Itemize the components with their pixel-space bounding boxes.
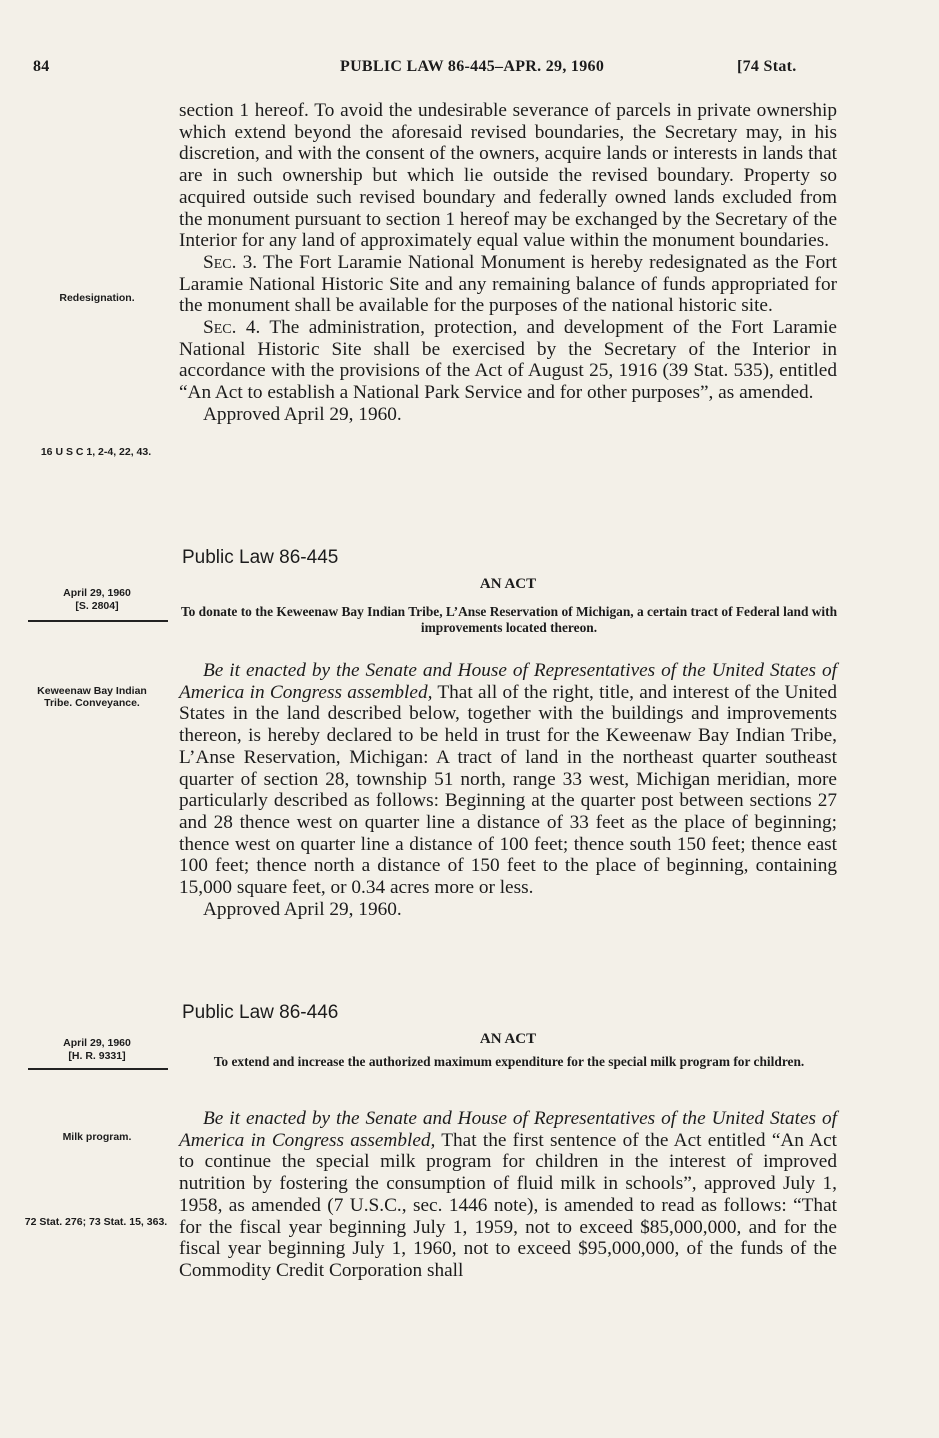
- pl445-body-block: [179, 660, 837, 920]
- pl445-act-label: AN ACT: [479, 576, 537, 592]
- margin-note-pl445-date: April 29, 1960: [63, 587, 131, 599]
- approved-line-1: Approved April 29, 1960.: [203, 403, 402, 425]
- sec3-label: Sec. 3.: [203, 251, 258, 273]
- pl446-act-label: AN ACT: [479, 1031, 537, 1047]
- pl445-approved: Approved April 29, 1960.: [203, 898, 402, 920]
- sec3-text: The Fort Laramie National Monument is hereby redesignated as the Fort Laramie National Historic Site and any remaining balance of funds appropriated for the monument shall be available for the purposes of the national historic site.: [179, 251, 837, 317]
- margin-note-pl445-bill: [S. 2804]: [75, 600, 119, 612]
- pl446-description: To extend and increase the authorized maximum expenditure for the special milk program for children.: [213, 1054, 805, 1069]
- page-number: 84: [33, 58, 50, 75]
- pl446-body-block: [179, 1108, 837, 1282]
- pl446-body: [179, 1108, 837, 1282]
- section-continuation: section 1 hereof. To avoid the undesirable severance of parcels in private ownership which extend beyond the aforesaid revised boundaries, the Secretary may, in his discretion, and with the consent of the owners, acquire lands or interests in lands that are in such ownership but which lie outside the revised boundary. Property so acquired outside such revised boundary and federally owned lands excluded from the monument pursuant to section 1 hereof may be exchanged by the Secretary of the Interior for any land of approximately equal value within the monument boundaries.: [179, 100, 837, 252]
- pl445-body-text: That all of the right, title, and interest of the United States in the land described below, together with the buildings and improvements thereon, is hereby declared to be held in trust for the Keweenaw Bay Indian Tribe, L’Anse Reservation, Michigan: A tract of land in the northeast quarter southeast quarter of section 28, township 51 north, range 33 west, Michigan meridian, more particularly described as follows: Beginning at the quarter post between sections 27 and 28 thence west on quarter line a distance of 33 feet as the place of beginning; thence west on quarter line a distance of 100 feet; thence south 150 feet; thence east 100 feet; thence north a distance of 150 feet to the place of beginning, containing 15,000 square feet, or 0.34 acres more or less.: [179, 681, 837, 899]
- section-4: [179, 317, 837, 404]
- margin-note-stat-cite: 72 Stat. 276; 73 Stat. 15, 363.: [24, 1216, 168, 1228]
- section-3: [179, 252, 837, 317]
- margin-note-milk: Milk program.: [62, 1131, 132, 1143]
- pl446-enacting-clause: Be it enacted by the Senate and House of Representatives of the United States of America in Congress assembled,: [179, 1108, 837, 1151]
- pl445-body: [179, 660, 837, 899]
- margin-note-redesignation: Redesignation.: [59, 292, 135, 304]
- margin-note-pl446-date: April 29, 1960: [63, 1037, 131, 1049]
- pl446-body-text: That the first sentence of the Act entitled “An Act to continue the special milk program for children in the interest of improved nutrition by fostering the consumption of fluid milk in schools”, approved July 1, 1958, as amended (7 U.S.C., sec. 1446 note), is amended to read as follows: “That for the fiscal year beginning July 1, 1959, not to exceed $85,000,000, and for the fiscal year beginning July 1, 1960, not to exceed $95,000,000, of the funds of the Commodity Credit Corporation shall: [179, 1129, 837, 1281]
- pl445-enacting-clause: Be it enacted by the Senate and House of Representatives of the United States of America in Congress assembled,: [179, 660, 837, 703]
- pl445-title: Public Law 86-445: [182, 547, 339, 568]
- margin-note-pl446-bill: [H. R. 9331]: [68, 1050, 126, 1062]
- pl446-title: Public Law 86-446: [182, 1002, 339, 1023]
- margin-rule-pl446: [28, 1068, 168, 1070]
- stat-reference: [74 Stat.: [737, 58, 797, 75]
- sec4-text: The administration, protection, and development of the Fort Laramie National Historic Site shall be exercised by the Secretary of the Interior in accordance with the provisions of the Act of August 25, 1916 (39 Stat. 535), entitled “An Act to establish a National Park Service and for other purposes”, as amended.: [179, 317, 837, 404]
- pl445-description: To donate to the Keweenaw Bay Indian Tribe, L’Anse Reservation of Michigan, a certain tract of Federal land with improvements located thereon.: [180, 604, 838, 635]
- running-title: PUBLIC LAW 86-445–APR. 29, 1960: [340, 58, 605, 75]
- sec4-label: Sec. 4.: [203, 317, 261, 339]
- margin-note-keweenaw: Keweenaw Bay Indian Tribe. Conveyance.: [37, 685, 147, 709]
- margin-rule-pl445: [28, 620, 168, 622]
- section-block-top: [179, 100, 837, 426]
- margin-note-usc: 16 U S C 1, 2-4, 22, 43.: [40, 446, 152, 458]
